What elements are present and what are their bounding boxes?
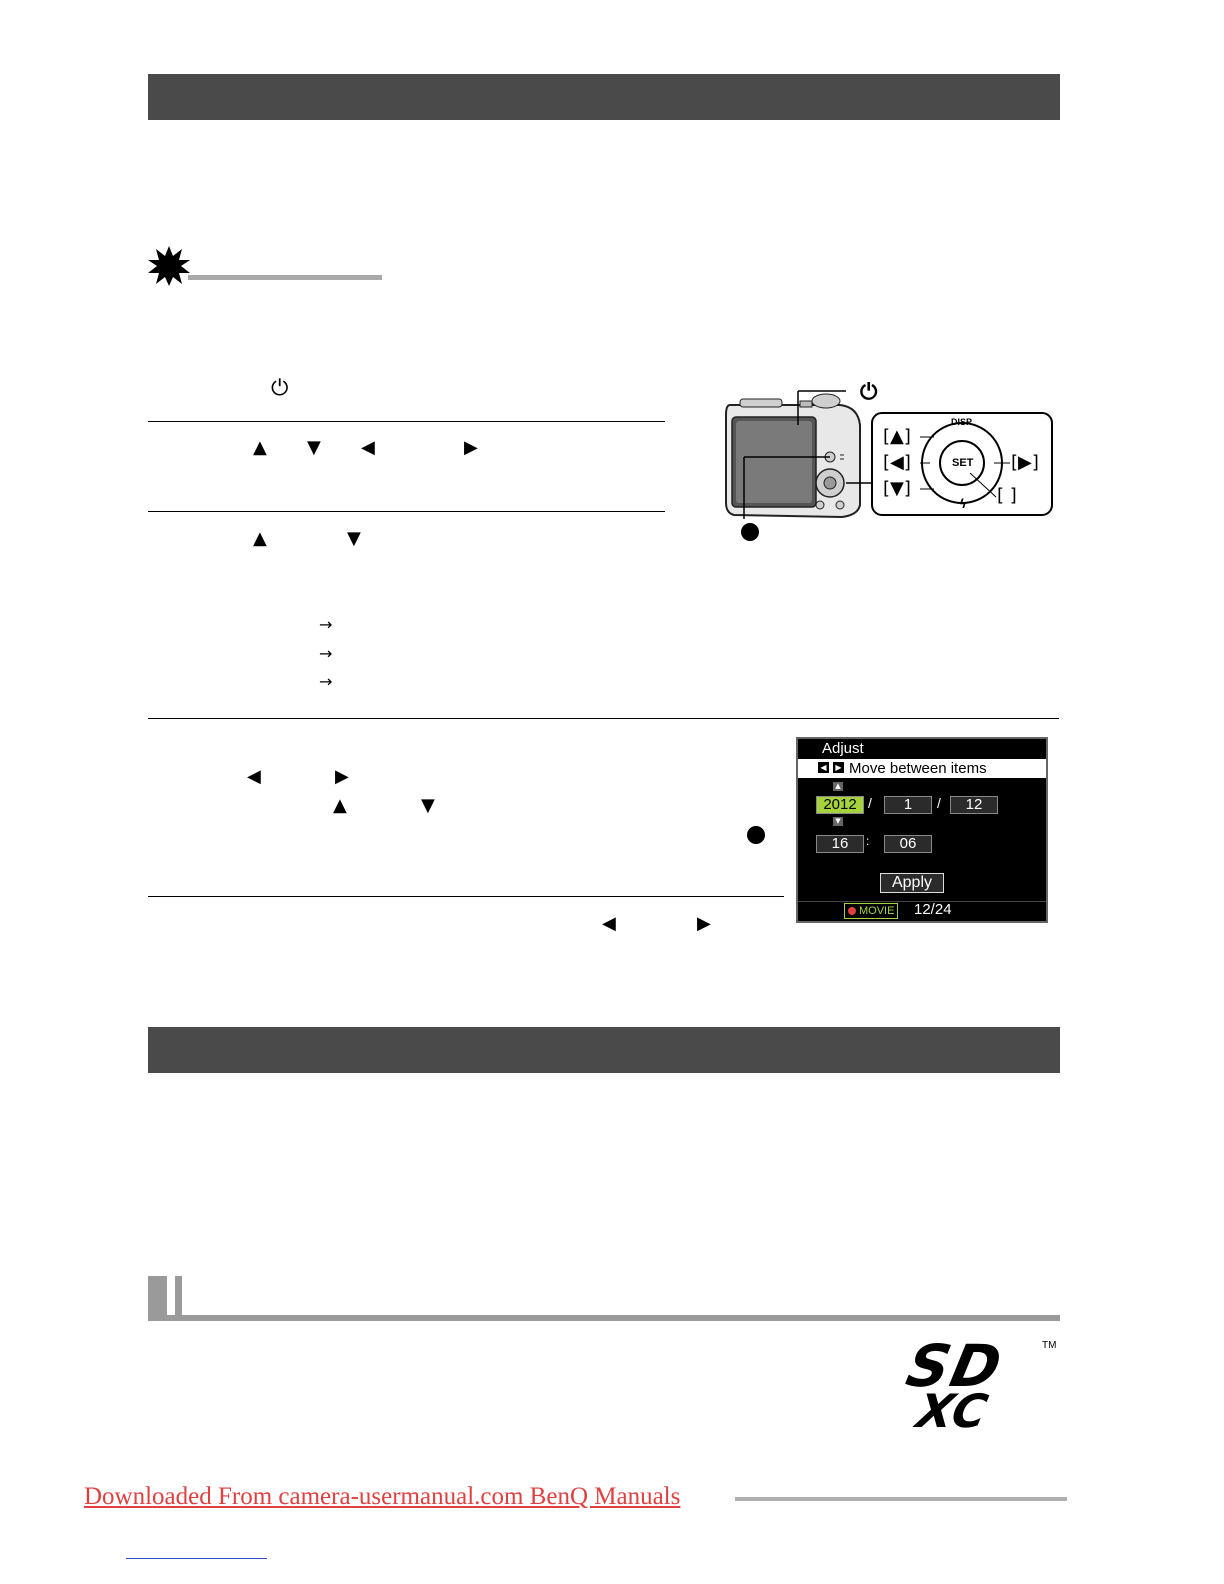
section-header-bar-2 [148, 1027, 1060, 1073]
small-right-arrow-icon: → [319, 615, 333, 634]
sd-logo-text: SD [900, 1332, 1010, 1400]
up-key-icon: ▲ [833, 782, 843, 791]
small-right-arrow-icon: → [319, 672, 333, 691]
movie-label: MOVIE [859, 905, 895, 917]
footer-download-link[interactable]: Downloaded From camera-usermanual.com BenQ Manuals [84, 1483, 681, 1510]
day-field[interactable]: 12 [950, 796, 998, 814]
trademark-mark: TM [1042, 1340, 1057, 1351]
right-arrow-icon: ▶ [464, 437, 478, 458]
movie-badge [844, 903, 898, 919]
bracket-right-label: [▶] [1011, 452, 1039, 473]
callout-dot [747, 826, 765, 844]
lcd-date: 12/24 [914, 901, 952, 918]
time-separator: : [866, 834, 870, 848]
footer-gray-rule [735, 1497, 1067, 1501]
down-arrow-icon: ▼ [421, 795, 435, 816]
small-right-arrow-icon: → [319, 644, 333, 663]
step-rule-4 [148, 896, 784, 897]
step-rule-3 [148, 718, 1059, 719]
bracket-down-label: [▼] [883, 478, 911, 499]
power-icon: ⏻ [271, 376, 289, 401]
set-button-label: SET [952, 457, 974, 469]
up-arrow-icon: ▲ [253, 437, 267, 458]
left-key-icon: ◀ [818, 762, 829, 773]
left-arrow-icon: ◀ [361, 437, 375, 458]
right-arrow-icon: ▶ [697, 913, 711, 934]
bottom-blue-rule [126, 1558, 267, 1559]
down-arrow-icon: ▼ [307, 437, 321, 458]
up-arrow-icon: ▲ [333, 795, 347, 816]
up-arrow-icon: ▲ [253, 528, 267, 549]
month-field[interactable]: 1 [884, 796, 932, 814]
sdxc-logo [896, 1332, 1060, 1438]
important-burst-icon [146, 244, 192, 288]
important-underline [188, 275, 382, 280]
bracket-up-label: [▲] [883, 426, 911, 447]
camera-diagram [720, 375, 1060, 545]
date-separator: / [937, 795, 941, 811]
left-arrow-icon: ◀ [602, 913, 616, 934]
power-icon: ⏻ [860, 380, 878, 405]
step-rule-2 [148, 511, 665, 512]
xc-logo-text: XC [912, 1384, 994, 1438]
down-arrow-icon: ▼ [347, 528, 361, 549]
flash-icon: ϟ [959, 497, 967, 511]
year-field[interactable]: 2012 [816, 796, 864, 814]
step-rule-1 [148, 421, 665, 422]
left-arrow-icon: ◀ [247, 766, 261, 787]
hour-field[interactable]: 16 [816, 835, 864, 853]
record-icon [848, 907, 856, 915]
down-key-icon: ▼ [833, 817, 843, 826]
lcd-adjust-screen [796, 737, 1048, 923]
bracket-left-label: [◀] [883, 452, 911, 473]
apply-button[interactable]: Apply [880, 873, 944, 893]
date-separator: / [868, 795, 872, 811]
right-key-icon: ▶ [833, 762, 844, 773]
lcd-hint: Move between items [849, 760, 987, 777]
lcd-title: Adjust [822, 740, 864, 757]
minute-field[interactable]: 06 [884, 835, 932, 853]
subheading-rule [148, 1315, 1060, 1321]
bracket-empty-label: [ ] [997, 485, 1017, 506]
right-arrow-icon: ▶ [335, 766, 349, 787]
callout-dot [741, 523, 759, 541]
section-header-bar-1 [148, 74, 1060, 120]
disp-label: DISP [951, 417, 973, 427]
